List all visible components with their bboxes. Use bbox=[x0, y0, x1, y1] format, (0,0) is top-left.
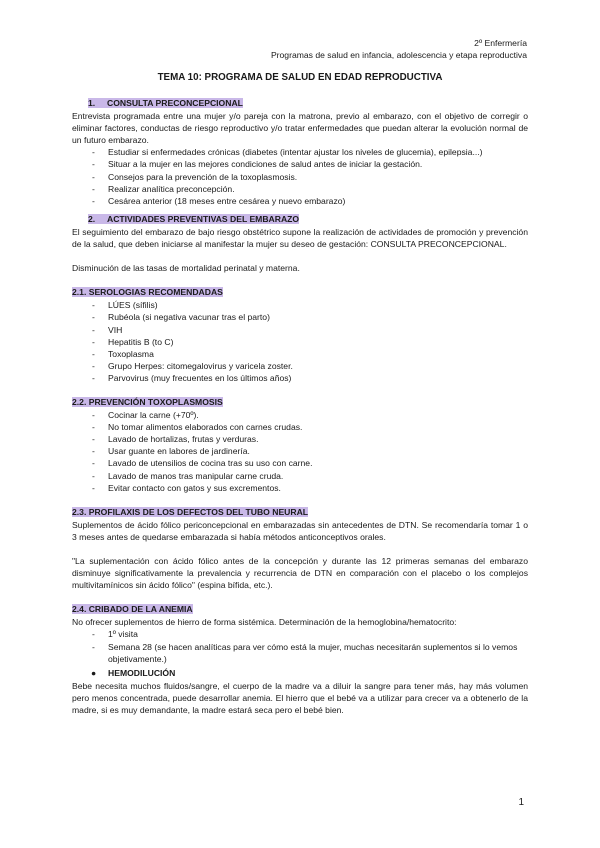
list-item: - 1º visita bbox=[72, 628, 528, 640]
header-subject: Programas de salud en infancia, adolescencia y etapa reproductiva bbox=[270, 50, 527, 60]
page-header bbox=[271, 37, 527, 61]
section-2-3-heading bbox=[72, 506, 528, 518]
section-2-1-list bbox=[72, 299, 528, 384]
hemodilucion-title: HEMODILUCIÓN bbox=[108, 667, 176, 678]
section-1-number: 1. bbox=[88, 98, 96, 108]
list-item: - No tomar alimentos elaborados con carnes crudas. bbox=[72, 421, 528, 433]
section-2-heading bbox=[88, 213, 528, 225]
hemodilucion-heading bbox=[91, 667, 528, 679]
list-item: - Lavado de manos tras manipular carne cruda. bbox=[72, 470, 528, 482]
section-1-title: CONSULTA PRECONCEPCIONAL bbox=[107, 98, 243, 108]
list-item: - Cesárea anterior (18 meses entre cesárea y nuevo embarazo) bbox=[72, 195, 528, 207]
list-item: - Consejos para la prevención de la toxoplasmosis. bbox=[72, 171, 528, 183]
list-item: - VIH bbox=[72, 324, 528, 336]
section-2-3-paragraph: Suplementos de ácido fólico periconcepcional en embarazadas sin antecedentes de DTN. Se recomendaría tomar 1 o 3 meses antes de quedarse embarazada si había métodos anticonceptivos orales. bbox=[72, 519, 528, 542]
section-2-2-list bbox=[72, 409, 528, 494]
section-2-intro: El seguimiento del embarazo de bajo riesgo obstétrico supone la realización de actividades de promoción y prevención de la salud, que deben iniciarse al manifestar la mujer su deseo de gestación: CONSULTA PRECONCEPCIONAL. bbox=[72, 226, 528, 250]
section-2-number: 2. bbox=[88, 213, 96, 224]
list-item: - Grupo Herpes: citomegalovirus y varicela zoster. bbox=[72, 360, 528, 372]
section-2-1-heading bbox=[72, 286, 528, 298]
section-2-2-heading bbox=[72, 396, 528, 408]
list-item: - Parvovirus (muy frecuentes en los últimos años) bbox=[72, 372, 528, 384]
hemodilucion-paragraph: Bebe necesita muchos fluidos/sangre, el cuerpo de la madre va a diluir la sangre para tener más, hay más volumen pero menos concentrada, puede desarrollar anemia. El hierro que el bebé va a utilizar para crecer va a obtenerlo de la madre, si es muy demandante, la madre estará seca pero el bebé bien. bbox=[72, 680, 528, 716]
list-item: - Rubéola (si negativa vacunar tras el parto) bbox=[72, 311, 528, 323]
list-item: - LÚES (sífilis) bbox=[72, 299, 528, 311]
section-2-title: ACTIVIDADES PREVENTIVAS DEL EMBARAZO bbox=[107, 213, 300, 224]
document-title: TEMA 10: PROGRAMA DE SALUD EN EDAD REPRODUCTIVA bbox=[157, 72, 443, 83]
section-2-2-title: 2.2. PREVENCIÓN TOXOPLASMOSIS bbox=[72, 396, 223, 407]
bullet-dot-icon: ● bbox=[91, 667, 97, 678]
list-item: - Lavado de hortalizas, frutas y verduras. bbox=[72, 433, 528, 445]
header-course: 2º Enfermería bbox=[474, 38, 527, 48]
list-item: - Lavado de utensilios de cocina tras su uso con carne. bbox=[72, 457, 528, 469]
document-body bbox=[72, 97, 528, 716]
section-2-3-title: 2.3. PROFILAXIS DE LOS DEFECTOS DEL TUBO NEURAL bbox=[72, 506, 309, 517]
list-item: - Toxoplasma bbox=[72, 348, 528, 360]
section-2-1-title: 2.1. SEROLOGIAS RECOMENDADAS bbox=[72, 287, 223, 298]
list-item: - Usar guante en labores de jardinería. bbox=[72, 445, 528, 457]
section-2-note: Disminución de las tasas de mortalidad perinatal y materna. bbox=[72, 263, 300, 274]
list-item: - Estudiar si enfermedades crónicas (diabetes (intentar ajustar los niveles de glucemia), epilepsia...) bbox=[72, 146, 528, 158]
list-item: - Situar a la mujer en las mejores condiciones de salud antes de iniciar la gestación. bbox=[72, 158, 528, 170]
section-1-heading bbox=[88, 97, 528, 109]
page-number: 1 bbox=[518, 797, 524, 808]
section-2-4-intro: No ofrecer suplementos de hierro de forma sistémica. Determinación de la hemoglobina/hematocrito: bbox=[72, 617, 457, 628]
section-1-intro: Entrevista programada entre una mujer y/o pareja con la matrona, previo al embarazo, con el objetivo de corregir o eliminar factores, conductas de riesgo reproductivo y/o tratar enfermedades que puedan alterar la evolución normal de un futuro embarazo. bbox=[72, 111, 528, 146]
list-item: - Realizar analítica preconcepción. bbox=[72, 183, 528, 195]
section-2-3-quote: "La suplementación con ácido fólico antes de la concepción y durante las 12 primeras semanas del embarazo disminuye significativamente la prevalencia y recurrencia de DTN en comparación con el placebo o los complejos multivitamínicos sin ácido fólico" (espina bífida, etc.). bbox=[72, 556, 528, 591]
list-item: - Evitar contacto con gatos y sus excrementos. bbox=[72, 482, 528, 494]
section-2-4-list bbox=[72, 628, 528, 664]
list-item: - Cocinar la carne (+70º). bbox=[72, 409, 528, 421]
list-item: - Semana 28 (se hacen analíticas para ver cómo está la mujer, muchas necesitarán suplementos si lo vemos objetivamente.) bbox=[72, 641, 528, 665]
section-1-list bbox=[72, 146, 528, 206]
section-2-4-title: 2.4. CRIBADO DE LA ANEMIA bbox=[72, 604, 193, 615]
section-2-4-heading bbox=[72, 603, 528, 615]
list-item: - Hepatitis B (to C) bbox=[72, 336, 528, 348]
